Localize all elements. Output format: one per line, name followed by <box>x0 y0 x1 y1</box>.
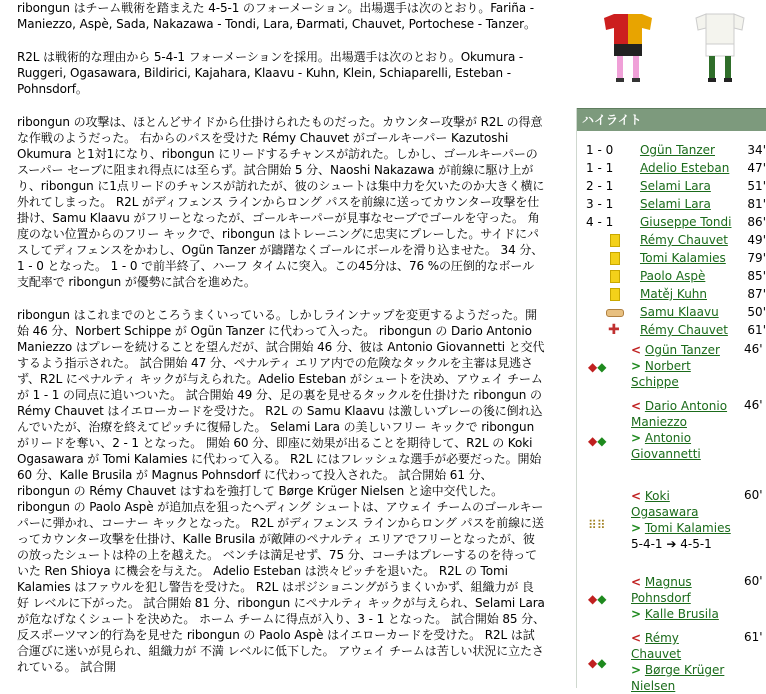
player-in-link[interactable]: Antonio Giovannetti <box>631 431 701 461</box>
swap-icon: ◆◆ <box>588 656 607 670</box>
player-link[interactable]: Selami Lara <box>639 179 711 193</box>
goal-row <box>576 177 766 195</box>
player-out-link[interactable]: Koki Ogasawara <box>631 489 699 519</box>
formation-change: 5-4-1 ➔ 4-5-1 <box>631 537 712 551</box>
card-row <box>576 285 766 303</box>
yellow-card-icon <box>610 270 620 283</box>
formation-icon: ⠿⠿ <box>588 518 606 532</box>
goal-minute: 86' <box>747 215 766 229</box>
goal-row <box>576 141 766 159</box>
player-link[interactable]: Tomi Kalamies <box>639 251 726 265</box>
player-link[interactable]: Giuseppe Tondi <box>639 215 732 229</box>
goal-score: 1 - 1 <box>586 161 614 175</box>
home-kit-icon <box>600 6 750 86</box>
goal-score: 2 - 1 <box>586 179 614 193</box>
card-minute: 79' <box>747 251 766 265</box>
highlights-title: ハイライト <box>576 108 766 131</box>
player-link[interactable]: Rémy Chauvet <box>639 323 728 337</box>
goal-minute: 34' <box>747 143 766 157</box>
goal-score: 4 - 1 <box>586 215 614 229</box>
card-minute: 85' <box>747 269 766 283</box>
sub-minute: 60' <box>744 488 763 502</box>
lineup-home: ribongun はチーム戦術を踏まえた 4-5-1 のフォーメーション。出場選手は次のとおり。Fariña - Maniezzo, Aspè, Sada, Nakazawa - Tondi, Lara, Đarmati, Chauvet, Portochese - Tanzer。 <box>17 1 536 31</box>
player-out-link[interactable]: Ogün Tanzer <box>644 343 720 357</box>
player-out-link[interactable]: Magnus Pohnsdorf <box>631 575 692 605</box>
swap-icon: ◆◆ <box>588 434 607 448</box>
first-half-text: ribongun の攻撃は、ほとんどサイドから仕掛けられたものだった。カウンター攻撃が R2L の得意な作戦のようだった。 右からのパスを受けた Rémy Chauvet がゴールキーパー Kazutoshi Okumura と1対1になり、ribongun にリードするチャンスが訪れた。しかし、ゴールキーパーのスーパー セーブに阻まれ得点には至らず。試合開始 5 分、Naoshi Nakazawa が前線に駆け上がり、ribongun に1点リードのチャンスが訪れたが、彼のシュートは集中力を欠いたのか大きく横に外れてしまった。 R2L がディフェンス ラインからロング パスを前線に送ってカウンター攻撃を仕掛け、Samu Klaavu がフリーとなったが、ゴールキーパーが見事なセーブでゴールを守った。 角度のない位置からのフリー キックで、ribongun はトレーニングに忠実にプレーした。サイドにパスしてディフェンスをかわし、Ogün Tanzer が躊躇なくゴールにボールを滑り込ませた。 34 分、1 - 0 となった。 1 - 0 で前半終了、ハーフ タイムに突入。この45分は、76 %の圧倒的なボール支配率で ribongun が優勢に試合を進めた。 <box>17 115 545 289</box>
goal-row <box>576 213 766 231</box>
lineup-away: R2L は戦術的な理由から 5-4-1 フォーメーションを採用。出場選手は次のとおり。Okumura - Ruggeri, Ogasawara, Bildirici, Kajahara, Klaavu - Kuhn, Klein, Schiaparelli, Esteban - Pohnsdorf。 <box>17 50 524 96</box>
match-report <box>17 0 545 692</box>
player-in-link[interactable]: Tomi Kalamies <box>644 521 731 535</box>
card-row <box>576 267 766 285</box>
bandage-icon <box>606 309 624 317</box>
card-row <box>576 231 766 249</box>
second-half-text: ribongun はこれまでのところうまくいっている。しかしラインナップを変更するようだった。開始 46 分、Norbert Schippe が Ogün Tanzer に代わって入った。 ribongun の Dario Antonio Maniezzo はプレーを続けることを望んだが、試合開始 46 分、彼は Antonio Giovannetti と交代するよう指示された。 試合開始 47 分、ペナルティ エリア内での危険なタックルを主審は見逃さず、R2L にペナルティ キックが与えられた。Adelio Esteban がシュートを決め、アウェイ チームが 1 - 1 の同点に追いついた。 試合開始 49 分、足の裏を見せるタックルを仕掛けた ribongun の Rémy Chauvet はイエローカードを受けた。 R2L の Samu Klaavu は激しいプレーの後に倒れ込んでいたが、治療を終えてピッチに復帰した。 Selami Lara の美しいフリー キックで ribongun がリードを奪い、2 - 1 となった。 開始 60 分、即座に効果が出ることを期待して、R2L の Koki Ogasawara が Tomi Kalamies に代わって入る。 R2L にはフレッシュな選手が必要だった。開始 60 分、Kalle Brusila が Magnus Pohnsdorf に代わって投入された。 試合開始 61 分、ribongun の Rémy Chauvet はすねを強打して Børge Krüger Nielsen と途中交代した。 ribongun の Paolo Aspè が追加点を狙ったヘディング シュートは、アウェイ チームのゴールキーパーに弾かれ、コーナー キックとなった。 R2L がディフェンス ラインからロング パスを前線に送ってカウンター攻撃を仕掛け、Kalle Brusila が敵陣のペナルティ エリアでフリーとなったが、彼の放ったシュートは枠の上を越えた。 ベンチは満足せず、75 分、コーチはプレーするのを待っていた Ren Shioya に機会を与えた。 Adelio Esteban は渋々ピッチを退いた。 R2L の Tomi Kalamies はファウルを犯し警告を受けた。 R2L はポジショニングがうまくいかず、組織力が 良好 レベルに下がった。 試合開始 81 分、ribongun にペナルティ キックが与えられ、Selami Lara が危なげなくシュートを決めた。 ホーム チームに得点が入り、3 - 1 となった。 試合開始 85 分、反スポーツマン的行為を見せた ribongun の Paolo Aspè はイエローカードを受けた。 R2L は試合運びに迷いが見られ、組織力が 不満 レベルに低下した。 アウェイ チームは苦しい状況に立たされている。 試合開 <box>17 308 545 674</box>
sub-minute: 60' <box>744 574 763 588</box>
team-kits <box>600 6 750 86</box>
player-in-link[interactable]: Kalle Brusila <box>644 607 719 621</box>
card-row <box>576 249 766 267</box>
player-in-link[interactable]: Børge Krüger Nielsen <box>631 663 725 693</box>
player-link[interactable]: Adelio Esteban <box>639 161 730 175</box>
swap-icon: ◆◆ <box>588 592 607 606</box>
player-link[interactable]: Ogün Tanzer <box>639 143 715 157</box>
goal-score: 3 - 1 <box>586 197 614 211</box>
divider <box>576 108 577 688</box>
goal-minute: 47' <box>747 161 766 175</box>
player-link[interactable]: Matěj Kuhn <box>639 287 708 301</box>
card-minute: 49' <box>747 233 766 247</box>
yellow-card-icon <box>610 252 620 265</box>
injury-minute: 50' <box>747 305 766 319</box>
player-out-link[interactable]: Rémy Chauvet <box>631 631 682 661</box>
yellow-card-icon <box>610 234 620 247</box>
player-link[interactable]: Paolo Aspè <box>639 269 706 283</box>
injury-minute: 61' <box>747 323 766 337</box>
player-link[interactable]: Selami Lara <box>639 197 711 211</box>
player-link[interactable]: Rémy Chauvet <box>639 233 728 247</box>
sub-minute: 46' <box>744 342 763 356</box>
sub-minute: 46' <box>744 398 763 412</box>
yellow-card-icon <box>610 288 620 301</box>
injury-row <box>576 321 766 339</box>
injury-row <box>576 303 766 321</box>
swap-icon: ◆◆ <box>588 360 607 374</box>
player-in-link[interactable]: Norbert Schippe <box>631 359 691 389</box>
red-cross-icon: ✚ <box>608 322 620 338</box>
goal-row <box>576 195 766 213</box>
goal-row <box>576 159 766 177</box>
card-minute: 87' <box>747 287 766 301</box>
goal-score: 1 - 0 <box>586 143 614 157</box>
goal-minute: 81' <box>747 197 766 211</box>
player-link[interactable]: Samu Klaavu <box>639 305 719 319</box>
player-out-link[interactable]: Dario Antonio Maniezzo <box>631 399 728 429</box>
goal-minute: 51' <box>747 179 766 193</box>
sub-minute: 61' <box>744 630 763 644</box>
highlights-table <box>576 141 766 339</box>
